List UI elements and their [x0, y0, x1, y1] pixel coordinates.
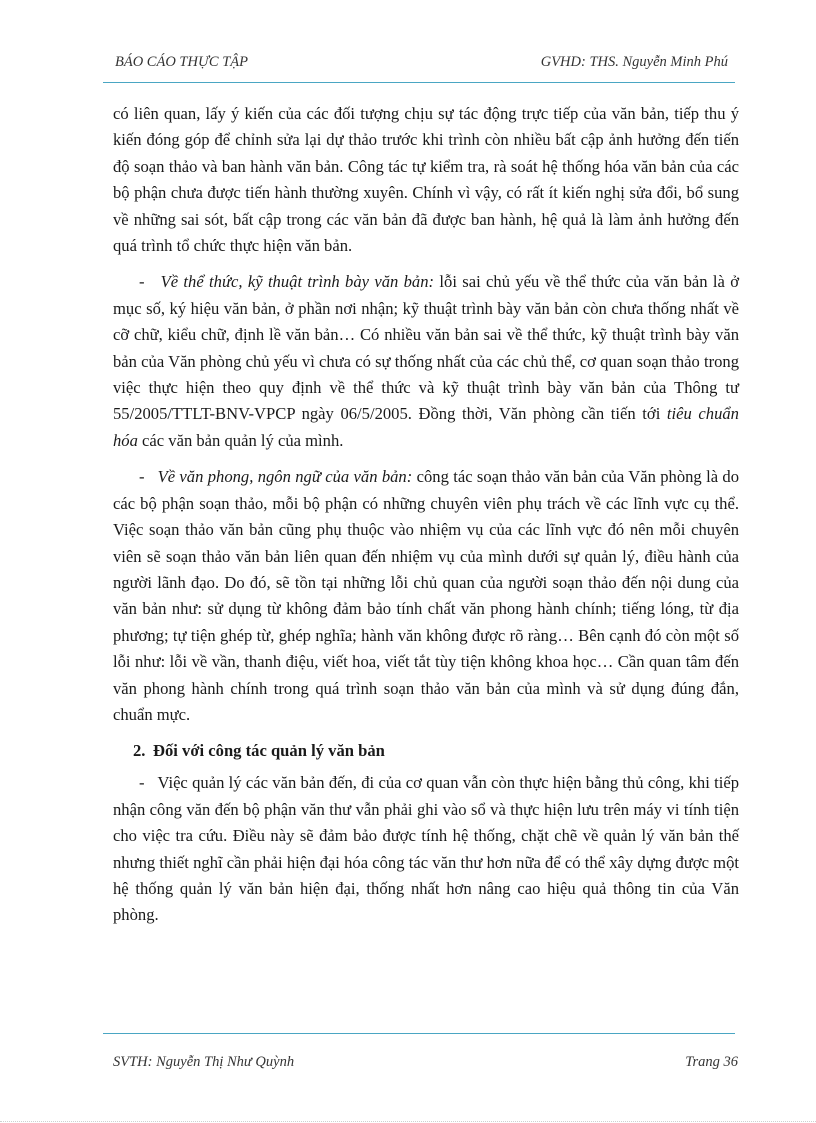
bullet-style	[113, 464, 739, 728]
bullet-text: Việc quản lý các văn bản đến, đi của cơ quan vẫn còn thực hiện bằng thủ công, khi tiếp nhận công văn đến bộ phận văn thư vẫn phải ghi vào sổ và thực hiện lưu trên máy vi tính tiện cho việc tra cứu. Điều này sẽ đảm bảo được tính hệ thống, chặt chẽ về quản lý văn bản thế nhưng thiết nghĩ cần phải hiện đại hóa công tác văn thư hơn nữa để có thể xây dựng được một hệ thống quản lý văn bản hiện đại, thống nhất hơn nâng cao hiệu quả thông tin của Văn phòng.	[113, 773, 739, 925]
bullet-text-end: các văn bản quản lý của mình.	[137, 430, 344, 450]
header-report-title: BÁO CÁO THỰC TẬP	[115, 54, 248, 70]
bullet-dash: -	[139, 773, 145, 793]
header-supervisor: GVHD: THS. Nguyễn Minh Phú	[540, 54, 728, 70]
bullet-lead: Về văn phong, ngôn ngữ của văn bản:	[157, 467, 413, 487]
bullet-dash: -	[139, 272, 145, 292]
page-footer	[113, 1054, 738, 1078]
page-edge	[0, 1121, 816, 1122]
bullet-text: công tác soạn thảo văn bản của Văn phòng là do các bộ phận soạn thảo, mỗi bộ phận có những chuyên viên phụ trách về các lĩnh vực cụ thể. Việc soạn thảo văn bản cũng phụ thuộc vào nhiệm vụ của các lĩnh vực đó nên mỗi chuyên viên sẽ soạn thảo văn bản liên quan đến nhiệm vụ của mình dưới sự quản lý, điều hành của người lãnh đạo. Do đó, sẽ tồn tại những lỗi chủ quan của người soạn thảo đến nội dung của văn bản như: sử dụng từ không đảm bảo tính chất văn phong hành chính; tiếng lóng, từ địa phương; tự tiện ghép từ, ghép nghĩa; hành văn không được rõ ràng… Bên cạnh đó còn một số lỗi như: lỗi về vần, thanh điệu, viết hoa, viết tắt tùy tiện không khoa học… Cần quan tâm đến văn phong hành chính trong quá trình soạn thảo văn bản của mình và sử dụng đúng đắn, chuẩn mực.	[113, 467, 739, 724]
bullet-text: lỗi sai chủ yếu về thể thức của văn bản là ở mục số, ký hiệu văn bản, ở phần nơi nhận; kỹ thuật trình bày văn bản còn chưa thống nhất về cỡ chữ, kiểu chữ, định lề văn bản… Có nhiều văn bản sai về thể thức, kỹ thuật trình bày văn bản của Văn phòng chủ yếu vì chưa có sự thống nhất của các chủ thể, cơ quan soạn thảo trong việc thực hiện theo quy định về thể thức và kỹ thuật trình bày văn bản của Thông tư 55/2005/TTLT-BNV-VPCP ngày 06/5/2005. Đồng thời, Văn phòng cần tiến tới	[113, 272, 739, 424]
paragraph-intro: có liên quan, lấy ý kiến của các đối tượng chịu sự tác động trực tiếp của văn bản, tiếp thu ý kiến đóng góp để chỉnh sửa lại dự thảo trước khi trình còn nhiều bất cập ảnh hưởng đến tiến độ soạn thảo và ban hành văn bản. Công tác tự kiểm tra, rà soát hệ thống hóa văn bản của các bộ phận chưa được tiến hành thường xuyên. Chính vì vậy, có rất ít kiến nghị sửa đổi, bổ sung về những sai sót, bất cập trong các văn bản đã được ban hành, hệ quả là làm ảnh hưởng đến quá trình tổ chức thực hiện văn bản.	[113, 104, 739, 256]
document-body	[113, 101, 739, 939]
header-divider	[103, 82, 735, 83]
bullet-dash: -	[139, 467, 145, 487]
page-header	[113, 54, 728, 78]
footer-divider	[103, 1033, 735, 1034]
section-number: 2.	[133, 741, 146, 761]
page-number: Trang 36	[685, 1054, 738, 1070]
bullet-format	[113, 269, 739, 454]
footer-student: SVTH: Nguyễn Thị Như Quỳnh	[113, 1054, 295, 1070]
section-heading	[113, 738, 739, 764]
bullet-management	[113, 770, 739, 928]
emphasis-text: tiêu chuẩn hóa	[113, 404, 739, 450]
bullet-lead: Về thể thức, kỹ thuật trình bày văn bản:	[160, 272, 435, 292]
section-title: Đối với công tác quản lý văn bản	[153, 741, 385, 761]
